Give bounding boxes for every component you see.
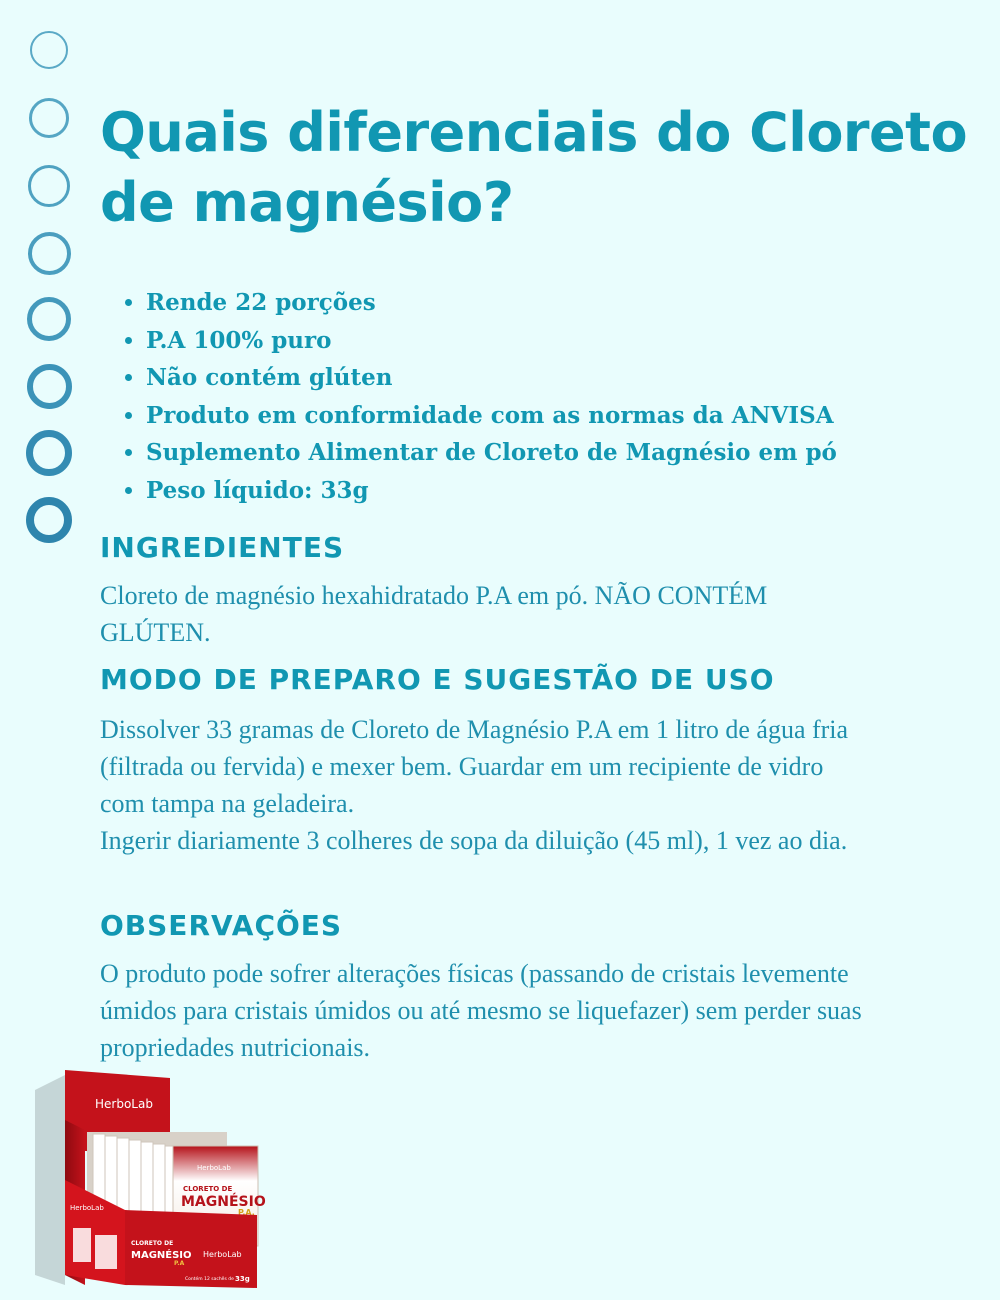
box-footer: Contém 12 sachês de [185, 1277, 234, 1282]
ring-8 [26, 497, 72, 543]
sachet-line2: MAGNÉSIO [181, 1194, 266, 1210]
box-line2: MAGNÉSIO [131, 1250, 192, 1261]
ring-6 [27, 364, 72, 409]
list-item: • Peso líquido: 33g [146, 472, 1000, 510]
list-item: • Suplemento Alimentar de Cloreto de Magnésio em pó [146, 434, 1000, 472]
list-item: • P.A 100% puro [146, 322, 1000, 360]
ring-1 [30, 31, 68, 69]
sachet-line1: CLORETO DE [183, 1185, 233, 1193]
ring-7 [26, 430, 72, 476]
box-side-brand: HerboLab [70, 1204, 104, 1212]
preparation-heading: MODO DE PREPARO E SUGESTÃO DE USO [100, 663, 775, 696]
decorative-ring-column [0, 0, 100, 560]
sachet-line3: P.A. [238, 1208, 255, 1217]
product-display-box-image [25, 1060, 285, 1290]
box-brand: HerboLab [95, 1097, 153, 1111]
notes-text: O produto pode sofrer alterações físicas (passando de cristais levemente úmidos para cristais úmidos ou até mesmo se liquefazer) sem perder suas propriedades nutricionais. [100, 959, 862, 1062]
list-item: • Rende 22 porções [146, 284, 1000, 322]
ring-2 [29, 98, 69, 138]
features-list [120, 284, 1000, 509]
ring-4 [28, 232, 71, 275]
ring-5 [27, 297, 71, 341]
notes-heading: OBSERVAÇÕES [100, 909, 343, 942]
page-title: Quais diferenciais do Cloreto de magnésio? [100, 101, 968, 234]
sachet-brand: HerboLab [197, 1164, 231, 1172]
preparation-text: Dissolver 33 gramas de Cloreto de Magnésio P.A em 1 litro de água fria (filtrada ou fervida) e mexer bem. Guardar em um recipiente de vidro com tampa na geladeira. [100, 715, 849, 818]
box-line1: CLORETO DE [131, 1240, 174, 1247]
box-front-brand: HerboLab [203, 1250, 242, 1259]
list-item: • Produto em conformidade com as normas da ANVISA [146, 397, 1000, 435]
ingredients-heading: INGREDIENTES [100, 531, 345, 564]
usage-text: Ingerir diariamente 3 colheres de sopa da diluição (45 ml), 1 vez ao dia. [100, 826, 848, 855]
list-item: • Não contém glúten [146, 359, 1000, 397]
box-line3: P.A [174, 1260, 185, 1267]
box-weight: 33g [235, 1275, 250, 1283]
ingredients-text: Cloreto de magnésio hexahidratado P.A em pó. NÃO CONTÉM GLÚTEN. [100, 581, 768, 647]
ring-3 [28, 165, 70, 207]
